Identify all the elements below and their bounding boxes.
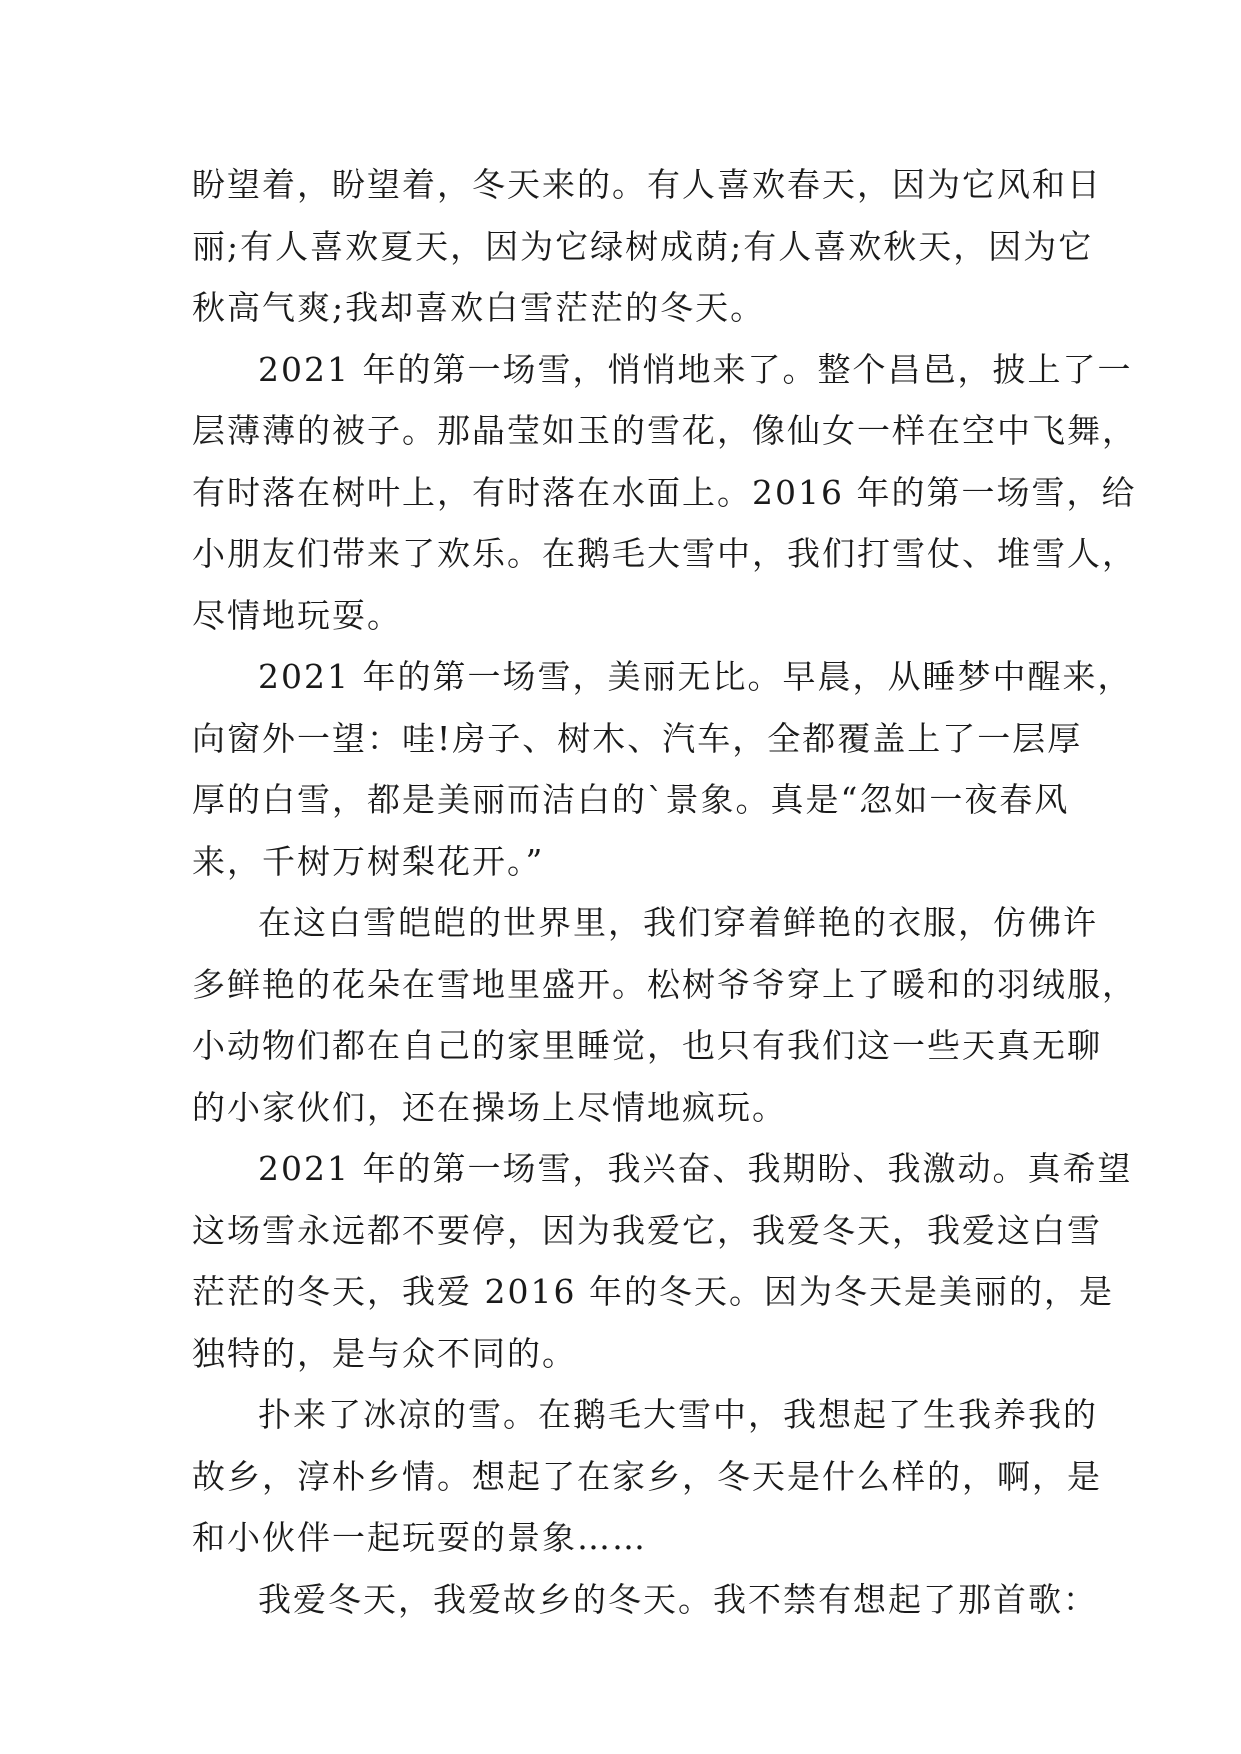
paragraph-5-line-3: 茫茫的冬天，我爱 2016 年的冬天。因为冬天是美丽的，是: [192, 1272, 1114, 1311]
paragraph-1-line-2: 丽;有人喜欢夏天，因为它绿树成荫;有人喜欢秋天，因为它: [192, 226, 1094, 266]
paragraph-7-line-1: 我爱冬天，我爱故乡的冬天。我不禁有想起了那首歌：: [258, 1579, 1098, 1619]
paragraph-2-line-5: 尽情地玩耍。: [192, 595, 402, 635]
paragraph-3-line-1: 2021 年的第一场雪，美丽无比。早晨，从睡梦中醒来，: [258, 657, 1133, 696]
paragraph-4-line-3: 小动物们都在自己的家里睡觉，也只有我们这一些天真无聊: [192, 1026, 1102, 1065]
paragraph-5-line-4: 独特的，是与众不同的。: [192, 1333, 577, 1373]
paragraph-1-line-3: 秋高气爽;我却喜欢白雪茫茫的冬天。: [192, 288, 766, 327]
paragraph-4-line-4: 的小家伙们，还在操场上尽情地疯玩。: [192, 1087, 787, 1127]
paragraph-2-line-1: 2021 年的第一场雪，悄悄地来了。整个昌邑，披上了一: [258, 349, 1133, 389]
paragraph-6-line-2: 故乡，淳朴乡情。想起了在家乡，冬天是什么样的，啊，是: [192, 1456, 1102, 1496]
paragraph-3-line-4: 来，千树万树梨花开。”: [192, 841, 545, 881]
paragraph-4-line-1: 在这白雪皑皑的世界里，我们穿着鲜艳的衣服，仿佛许: [258, 903, 1098, 942]
paragraph-3-line-3: 厚的白雪，都是美丽而洁白的`景象。真是“忽如一夜春风: [192, 780, 1070, 819]
paragraph-4-line-2: 多鲜艳的花朵在雪地里盛开。松树爷爷穿上了暖和的羽绒服，: [192, 964, 1137, 1004]
paragraph-2-line-3: 有时落在树叶上，有时落在水面上。2016 年的第一场雪，给: [192, 472, 1137, 512]
paragraph-3-line-2: 向窗外一望：哇!房子、树木、汽车，全都覆盖上了一层厚: [192, 718, 1083, 758]
paragraph-2-line-2: 层薄薄的被子。那晶莹如玉的雪花，像仙女一样在空中飞舞，: [192, 411, 1137, 450]
paragraph-5-line-1: 2021 年的第一场雪，我兴奋、我期盼、我激动。真希望: [258, 1149, 1133, 1188]
paragraph-2-line-4: 小朋友们带来了欢乐。在鹅毛大雪中，我们打雪仗、堆雪人，: [192, 534, 1137, 573]
document-body: [192, 154, 1137, 1630]
paragraph-6-line-1: 扑来了冰凉的雪。在鹅毛大雪中，我想起了生我养我的: [258, 1395, 1098, 1434]
paragraph-5-line-2: 这场雪永远都不要停，因为我爱它，我爱冬天，我爱这白雪: [192, 1210, 1102, 1250]
paragraph-1-line-1: 盼望着，盼望着，冬天来的。有人喜欢春天，因为它风和日: [192, 165, 1102, 204]
paragraph-6-line-3: 和小伙伴一起玩耍的景象……: [192, 1518, 647, 1557]
